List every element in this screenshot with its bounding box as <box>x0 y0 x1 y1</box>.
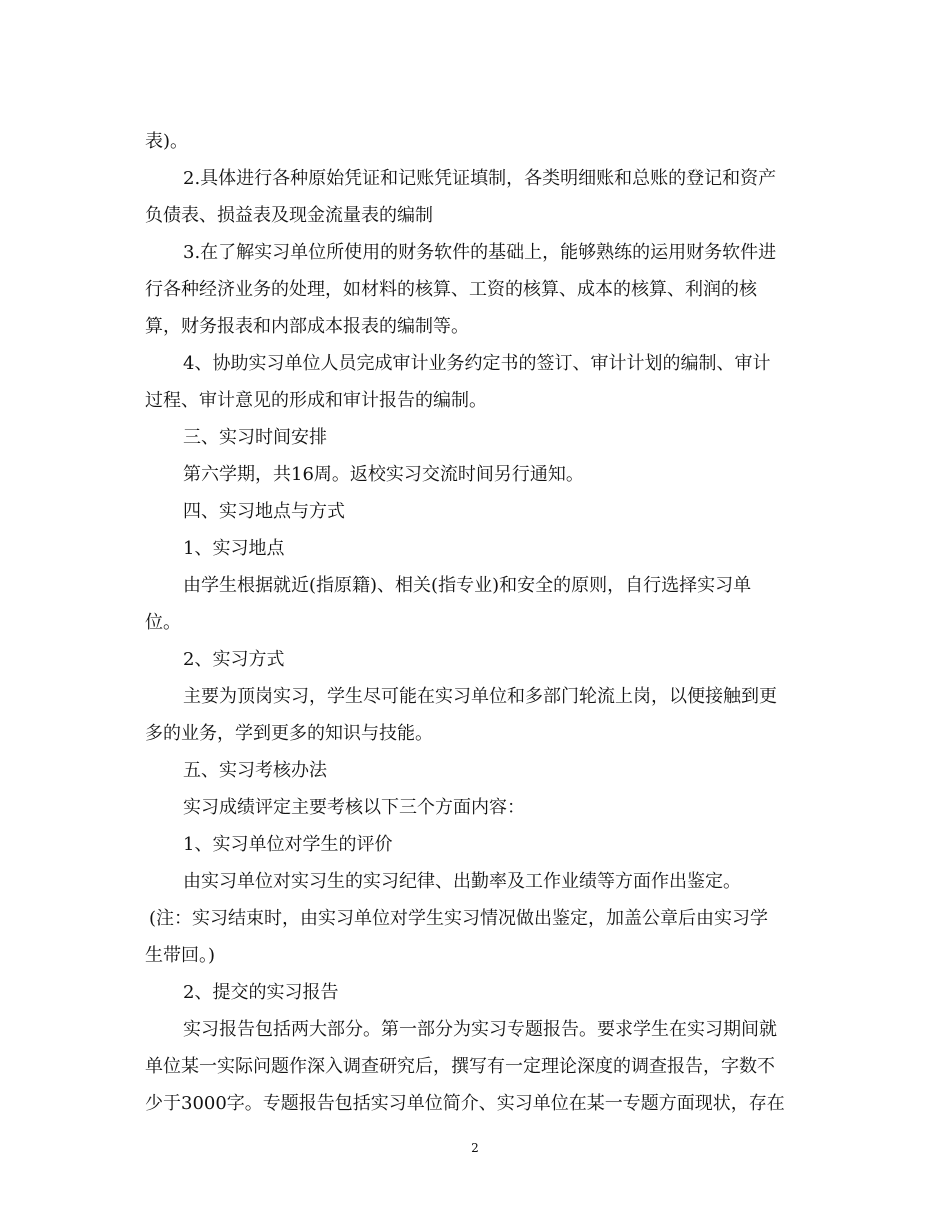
text-line: 位。 <box>145 612 181 633</box>
note-line: (注：实习结束时，由实习单位对学生实习情况做出鉴定，加盖公章后由实习学 <box>149 908 769 929</box>
section-heading: 五、实习考核办法 <box>183 760 327 781</box>
subsection-heading: 1、实习地点 <box>183 538 285 559</box>
text-line: 多的业务，学到更多的知识与技能。 <box>145 723 433 744</box>
text-line: 2.具体进行各种原始凭证和记账凭证填制，各类明细账和总账的登记和资产 <box>183 168 777 189</box>
text-line: 主要为顶岗实习，学生尽可能在实习单位和多部门轮流上岗，以便接触到更 <box>183 686 777 707</box>
section-heading: 四、实习地点与方式 <box>183 501 345 522</box>
text-line: 4、协助实习单位人员完成审计业务约定书的签订、审计计划的编制、审计 <box>183 353 771 374</box>
text-line: 第六学期，共16周。返校实习交流时间另行通知。 <box>183 464 584 485</box>
text-line: 负债表、损益表及现金流量表的编制 <box>145 205 433 226</box>
subsection-heading: 2、实习方式 <box>183 649 285 670</box>
page-number: 2 <box>471 1141 479 1155</box>
text-line: 单位某一实际问题作深入调查研究后，撰写有一定理论深度的调查报告，字数不 <box>145 1056 775 1077</box>
subsection-heading: 2、提交的实习报告 <box>183 982 339 1003</box>
text-line: 实习报告包括两大部分。第一部分为实习专题报告。要求学生在实习期间就 <box>183 1019 777 1040</box>
text-line: 少于3000字。专题报告包括实习单位简介、实习单位在某一专题方面现状，存在 <box>145 1093 785 1114</box>
text-line: 实习成绩评定主要考核以下三个方面内容： <box>183 797 525 818</box>
text-line: 由学生根据就近(指原籍)、相关(指专业)和安全的原则，自行选择实习单 <box>183 575 752 596</box>
note-line: 生带回。) <box>145 945 216 966</box>
section-heading: 三、实习时间安排 <box>183 427 327 448</box>
text-line: 3.在了解实习单位所使用的财务软件的基础上，能够熟练的运用财务软件进 <box>183 242 777 263</box>
subsection-heading: 1、实习单位对学生的评价 <box>183 834 393 855</box>
text-line: 由实习单位对实习生的实习纪律、出勤率及工作业绩等方面作出鉴定。 <box>183 871 741 892</box>
text-line: 过程、审计意见的形成和审计报告的编制。 <box>145 390 487 411</box>
text-line: 表)。 <box>145 131 189 152</box>
text-line: 算，财务报表和内部成本报表的编制等。 <box>145 316 469 337</box>
text-line: 行各种经济业务的处理，如材料的核算、工资的核算、成本的核算、利润的核 <box>145 279 757 300</box>
